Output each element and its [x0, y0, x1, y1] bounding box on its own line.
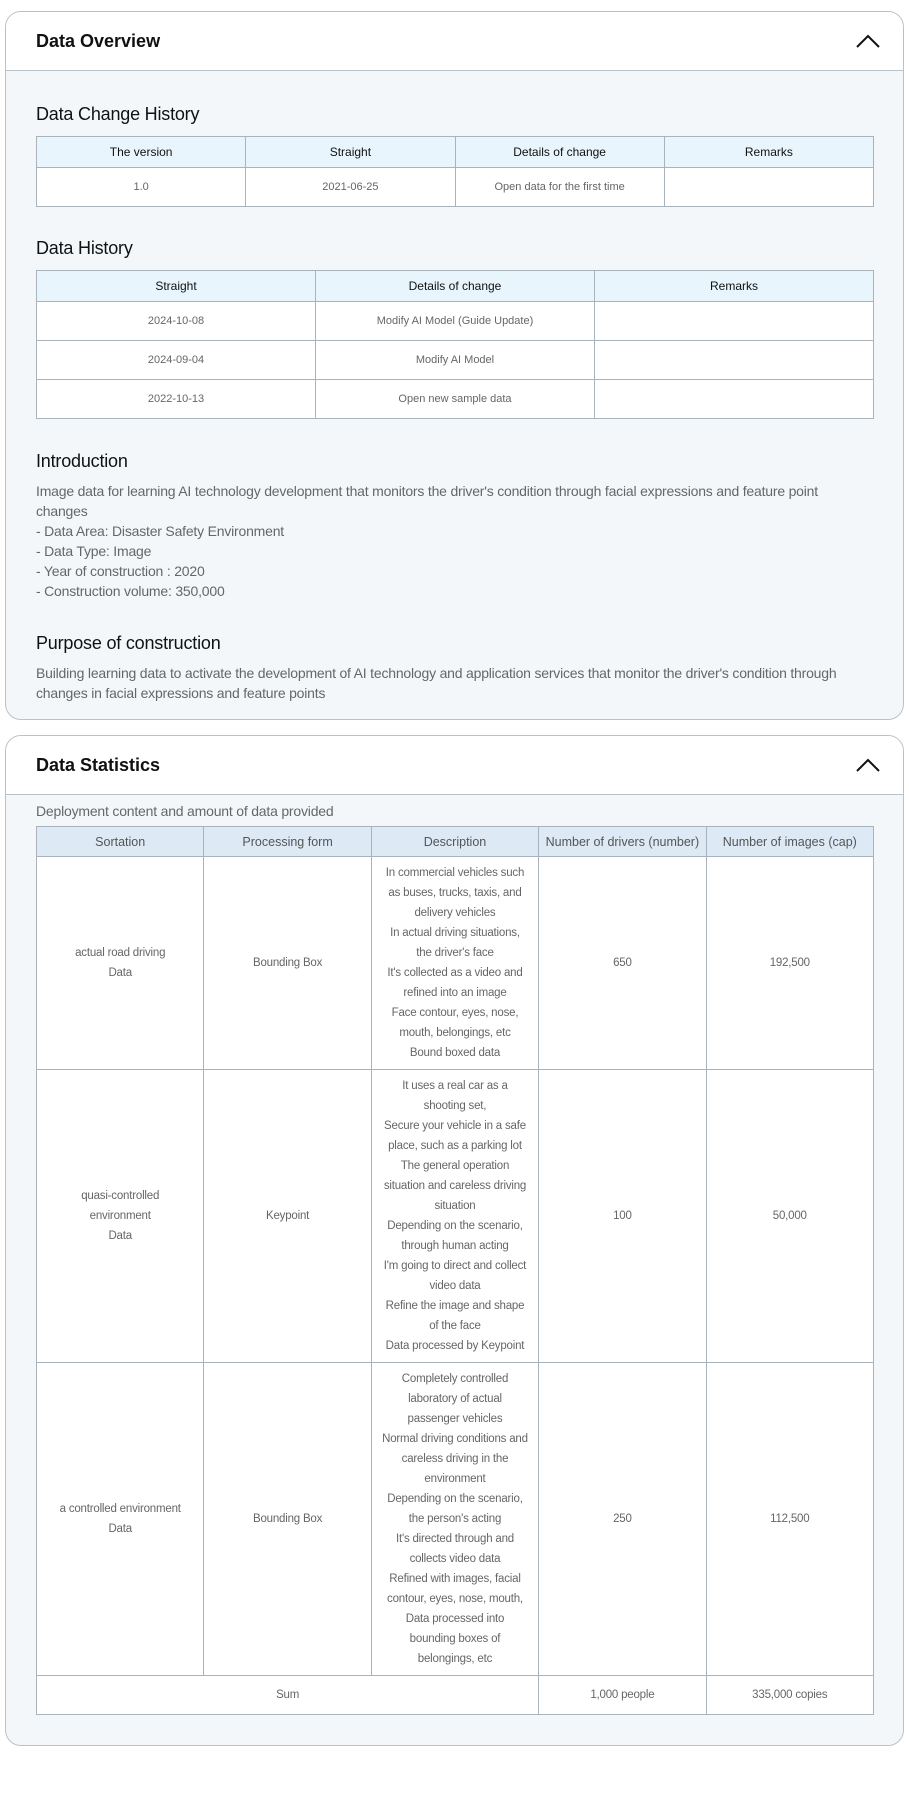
sum-row	[37, 1676, 874, 1715]
statistics-table	[36, 826, 874, 1715]
table-header-row	[37, 271, 874, 302]
description-line: In actual driving situations, the driver's face	[390, 927, 520, 959]
purpose-title: Purpose of construction	[36, 633, 221, 653]
sum-images-cell: 335,000 copies	[706, 1676, 873, 1715]
table-row	[37, 1363, 874, 1676]
column-header: Remarks	[664, 137, 873, 168]
column-header: Details of change	[316, 271, 595, 302]
introduction-line: - Construction volume: 350,000	[36, 583, 225, 599]
introduction-text	[36, 481, 873, 601]
chevron-up-icon[interactable]	[855, 33, 881, 49]
sortation-line: Data	[108, 967, 132, 979]
chevron-up-icon[interactable]	[855, 757, 881, 773]
data-statistics-panel	[5, 735, 904, 1746]
table-header-row	[37, 137, 874, 168]
date-cell: 2024-10-08	[37, 302, 316, 341]
column-header: Processing form	[204, 827, 371, 857]
sortation-line: a controlled environment	[59, 1503, 181, 1515]
column-header: Sortation	[37, 827, 204, 857]
remarks-cell	[595, 302, 874, 341]
column-header: Straight	[246, 137, 455, 168]
table-row	[37, 302, 874, 341]
column-header: Straight	[37, 271, 316, 302]
sortation-line: Data	[108, 1230, 132, 1242]
remarks-cell	[664, 168, 873, 207]
introduction-line: Image data for learning AI technology development that monitors the driver's condition through facial expressions and feature point changes	[36, 483, 818, 519]
drivers-cell: 650	[539, 857, 706, 1070]
version-cell: 1.0	[37, 168, 246, 207]
description-line: Refine the image and shape of the face	[385, 1300, 525, 1332]
sum-label: Sum	[37, 1676, 539, 1715]
sortation-cell	[37, 1070, 204, 1363]
description-line: Secure your vehicle in a safe place, such as a parking lot	[384, 1120, 526, 1152]
description-cell	[371, 857, 538, 1070]
sortation-cell	[37, 857, 204, 1070]
details-cell: Modify AI Model	[316, 341, 595, 380]
column-header: Number of drivers (number)	[539, 827, 706, 857]
column-header: Description	[371, 827, 538, 857]
description-line: Refined with images, facial contour, eyes, nose, mouth,	[387, 1573, 523, 1605]
introduction-line: - Year of construction : 2020	[36, 563, 205, 579]
data-statistics-title: Data Statistics	[36, 754, 161, 775]
data-overview-header[interactable]	[6, 12, 903, 71]
sortation-line: quasi-controlled environment	[81, 1190, 160, 1222]
change-history-table	[36, 136, 874, 207]
data-overview-title: Data Overview	[36, 30, 161, 51]
column-header: The version	[37, 137, 246, 168]
column-header: Remarks	[595, 271, 874, 302]
table-row	[37, 1070, 874, 1363]
table-row	[37, 168, 874, 207]
description-line: Data processed by Keypoint	[385, 1340, 525, 1352]
purpose-text: Building learning data to activate the development of AI technology and application services that monitor the driver's condition through changes in facial expressions and feature points	[36, 665, 837, 701]
introduction-title: Introduction	[36, 451, 128, 471]
data-overview-panel	[5, 11, 904, 720]
drivers-cell: 100	[539, 1070, 706, 1363]
table-row	[37, 380, 874, 419]
description-line: It uses a real car as a shooting set,	[402, 1080, 508, 1112]
details-cell: Modify AI Model (Guide Update)	[316, 302, 595, 341]
details-cell: Open data for the first time	[455, 168, 664, 207]
table-header-row	[37, 827, 874, 857]
description-line: Completely controlled laboratory of actual passenger vehicles	[401, 1373, 509, 1425]
sum-drivers-cell: 1,000 people	[539, 1676, 706, 1715]
description-line: It's directed through and collects video data	[395, 1533, 514, 1565]
description-line: Normal driving conditions and careless driving in the environment	[382, 1433, 528, 1485]
images-cell: 50,000	[706, 1070, 873, 1363]
description-line: In commercial vehicles such as buses, trucks, taxis, and delivery vehicles	[385, 867, 525, 919]
data-statistics-header[interactable]	[6, 736, 903, 795]
images-cell: 192,500	[706, 857, 873, 1070]
data-history-title: Data History	[36, 238, 133, 258]
date-cell: 2024-09-04	[37, 341, 316, 380]
description-cell	[371, 1363, 538, 1676]
sortation-line: actual road driving	[75, 947, 166, 959]
description-cell	[371, 1070, 538, 1363]
processing-form-cell: Keypoint	[204, 1070, 371, 1363]
statistics-caption: Deployment content and amount of data provided	[36, 803, 334, 819]
description-line: I'm going to direct and collect video data	[383, 1260, 527, 1292]
description-line: It's collected as a video and refined into an image	[387, 967, 523, 999]
table-row	[37, 857, 874, 1070]
description-line: Face contour, eyes, nose, mouth, belongings, etc	[391, 1007, 519, 1039]
column-header: Details of change	[455, 137, 664, 168]
table-row	[37, 341, 874, 380]
date-cell: 2022-10-13	[37, 380, 316, 419]
introduction-line: - Data Type: Image	[36, 543, 152, 559]
remarks-cell	[595, 341, 874, 380]
description-line: The general operation situation and careless driving situation	[383, 1160, 527, 1212]
drivers-cell: 250	[539, 1363, 706, 1676]
sortation-cell	[37, 1363, 204, 1676]
sortation-line: Data	[108, 1523, 132, 1535]
date-cell: 2021-06-25	[246, 168, 455, 207]
description-line: Depending on the scenario, the person's acting	[387, 1493, 523, 1525]
images-cell: 112,500	[706, 1363, 873, 1676]
details-cell: Open new sample data	[316, 380, 595, 419]
description-line: Bound boxed data	[409, 1047, 501, 1059]
description-line: Data processed into bounding boxes of belongings, etc	[405, 1613, 505, 1665]
change-history-title: Data Change History	[36, 104, 200, 124]
data-history-table	[36, 270, 874, 419]
description-line: Depending on the scenario, through human acting	[387, 1220, 523, 1252]
introduction-line: - Data Area: Disaster Safety Environment	[36, 523, 284, 539]
processing-form-cell: Bounding Box	[204, 1363, 371, 1676]
remarks-cell	[595, 380, 874, 419]
processing-form-cell: Bounding Box	[204, 857, 371, 1070]
column-header: Number of images (cap)	[706, 827, 873, 857]
